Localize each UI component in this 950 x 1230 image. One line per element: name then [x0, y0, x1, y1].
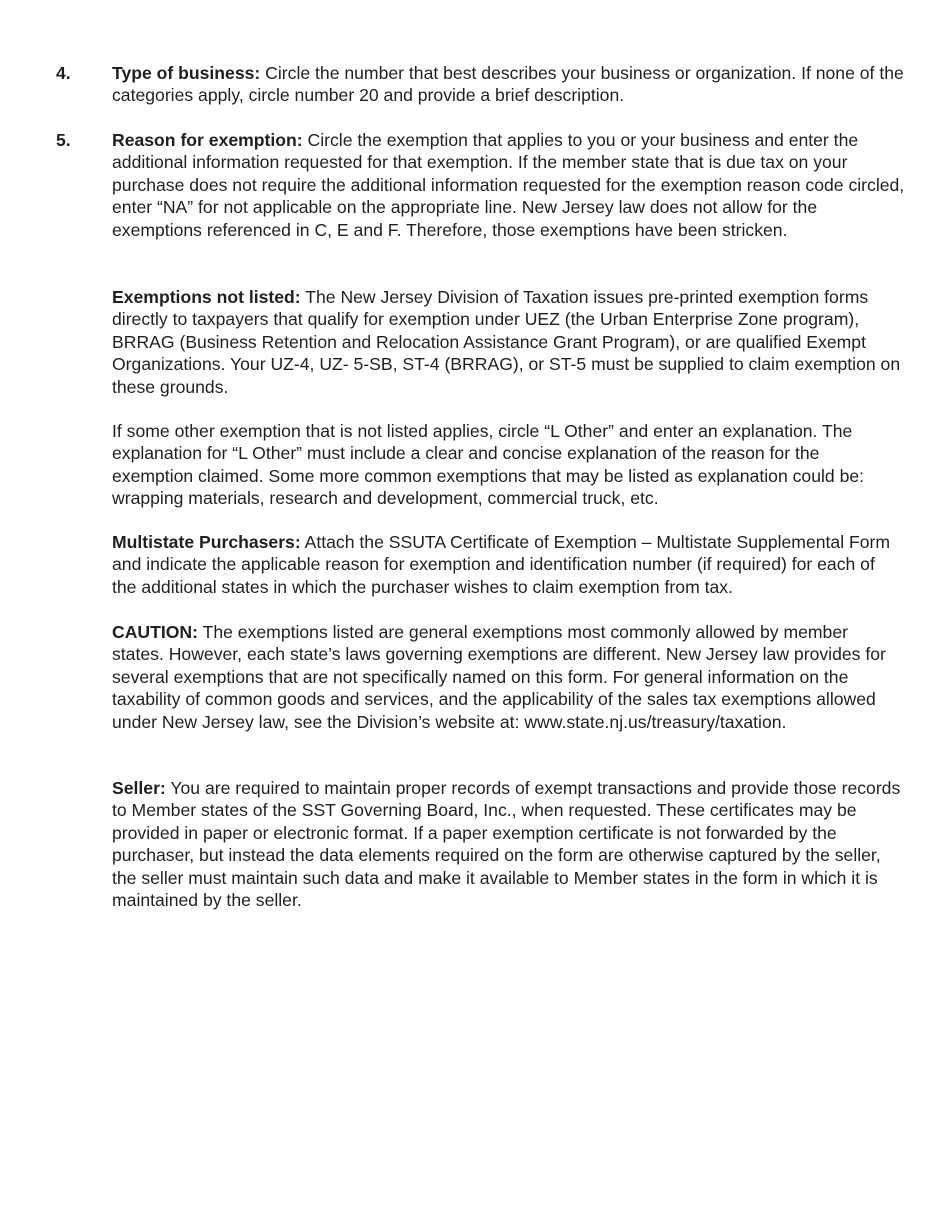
- paragraph-text: Attach the SSUTA Certificate of Exemption – Multistate Supplemental Form and indicate the applicable reason for exemption and identification number (if required) for each of the additional states in which the purchaser wishes to claim exemption from tax.: [112, 532, 891, 597]
- item-text: Circle the exemption that applies to you or your business and enter the additional information requested for that exemption. If the member state that is due tax on your purchase does not require the additional information requested for the exemption reason code circled, enter “NA” for not applicable on the appropriate line. New Jersey law does not allow for the exemptions referenced in C, E and F. Therefore, those exemptions have been stricken.: [112, 130, 905, 240]
- paragraph-heading: Seller:: [112, 778, 166, 798]
- other-exemption-paragraph: [112, 420, 902, 510]
- item-heading: Type of business:: [112, 63, 261, 83]
- paragraph-text: If some other exemption that is not listed applies, circle “L Other” and enter an explanation. The explanation for “L Other” must include a clear and concise explanation of the reason for the exemption claimed. Some more common exemptions that may be listed as explanation could be: wrapping materials, research and development, commercial truck, etc.: [112, 421, 865, 509]
- item-body: [112, 62, 906, 107]
- paragraph-heading: Multistate Purchasers:: [112, 532, 301, 552]
- item-reason-for-exemption: [56, 129, 906, 241]
- paragraph-text: The New Jersey Division of Taxation issues pre-printed exemption forms directly to taxpayers that qualify for exemption under UEZ (the Urban Enterprise Zone program), BRRAG (Business Retention and Relocation Assistance Grant Program), or are qualified Exempt Organizations. Your UZ-4, UZ- 5-SB, ST-4 (BRRAG), or ST-5 must be supplied to claim exemption on these grounds.: [112, 287, 901, 397]
- item-number: 4.: [56, 63, 71, 83]
- paragraph-heading: CAUTION:: [112, 622, 199, 642]
- caution-paragraph: [112, 621, 902, 733]
- item-heading: Reason for exemption:: [112, 130, 303, 150]
- paragraph-text: The exemptions listed are general exemptions most commonly allowed by member states. However, each state’s laws governing exemptions are different. New Jersey law provides for several exemptions that are not specifically named on this form. For general information on the taxability of common goods and services, and the applicability of the sales tax exemptions allowed under New Jersey law, see the Division’s website at: www.state.nj.us/treasury/taxation.: [112, 622, 886, 732]
- item-type-of-business: [56, 62, 906, 107]
- paragraph-text: You are required to maintain proper records of exempt transactions and provide those records to Member states of the SST Governing Board, Inc., when requested. These certificates may be provided in paper or electronic format. If a paper exemption certificate is not forwarded by the purchaser, but instead the data elements required on the form are otherwise captured by the seller, the seller must maintain such data and make it available to Member states in the form in which it is maintained by the seller.: [112, 778, 901, 911]
- paragraph-heading: Exemptions not listed:: [112, 287, 301, 307]
- item-number: 5.: [56, 130, 71, 150]
- item-body: [112, 129, 906, 241]
- multistate-purchasers-paragraph: [112, 531, 902, 598]
- seller-paragraph: [112, 777, 902, 911]
- exemptions-not-listed-paragraph: [112, 286, 902, 398]
- item-text: Circle the number that best describes your business or organization. If none of the categories apply, circle number 20 and provide a brief description.: [112, 63, 904, 106]
